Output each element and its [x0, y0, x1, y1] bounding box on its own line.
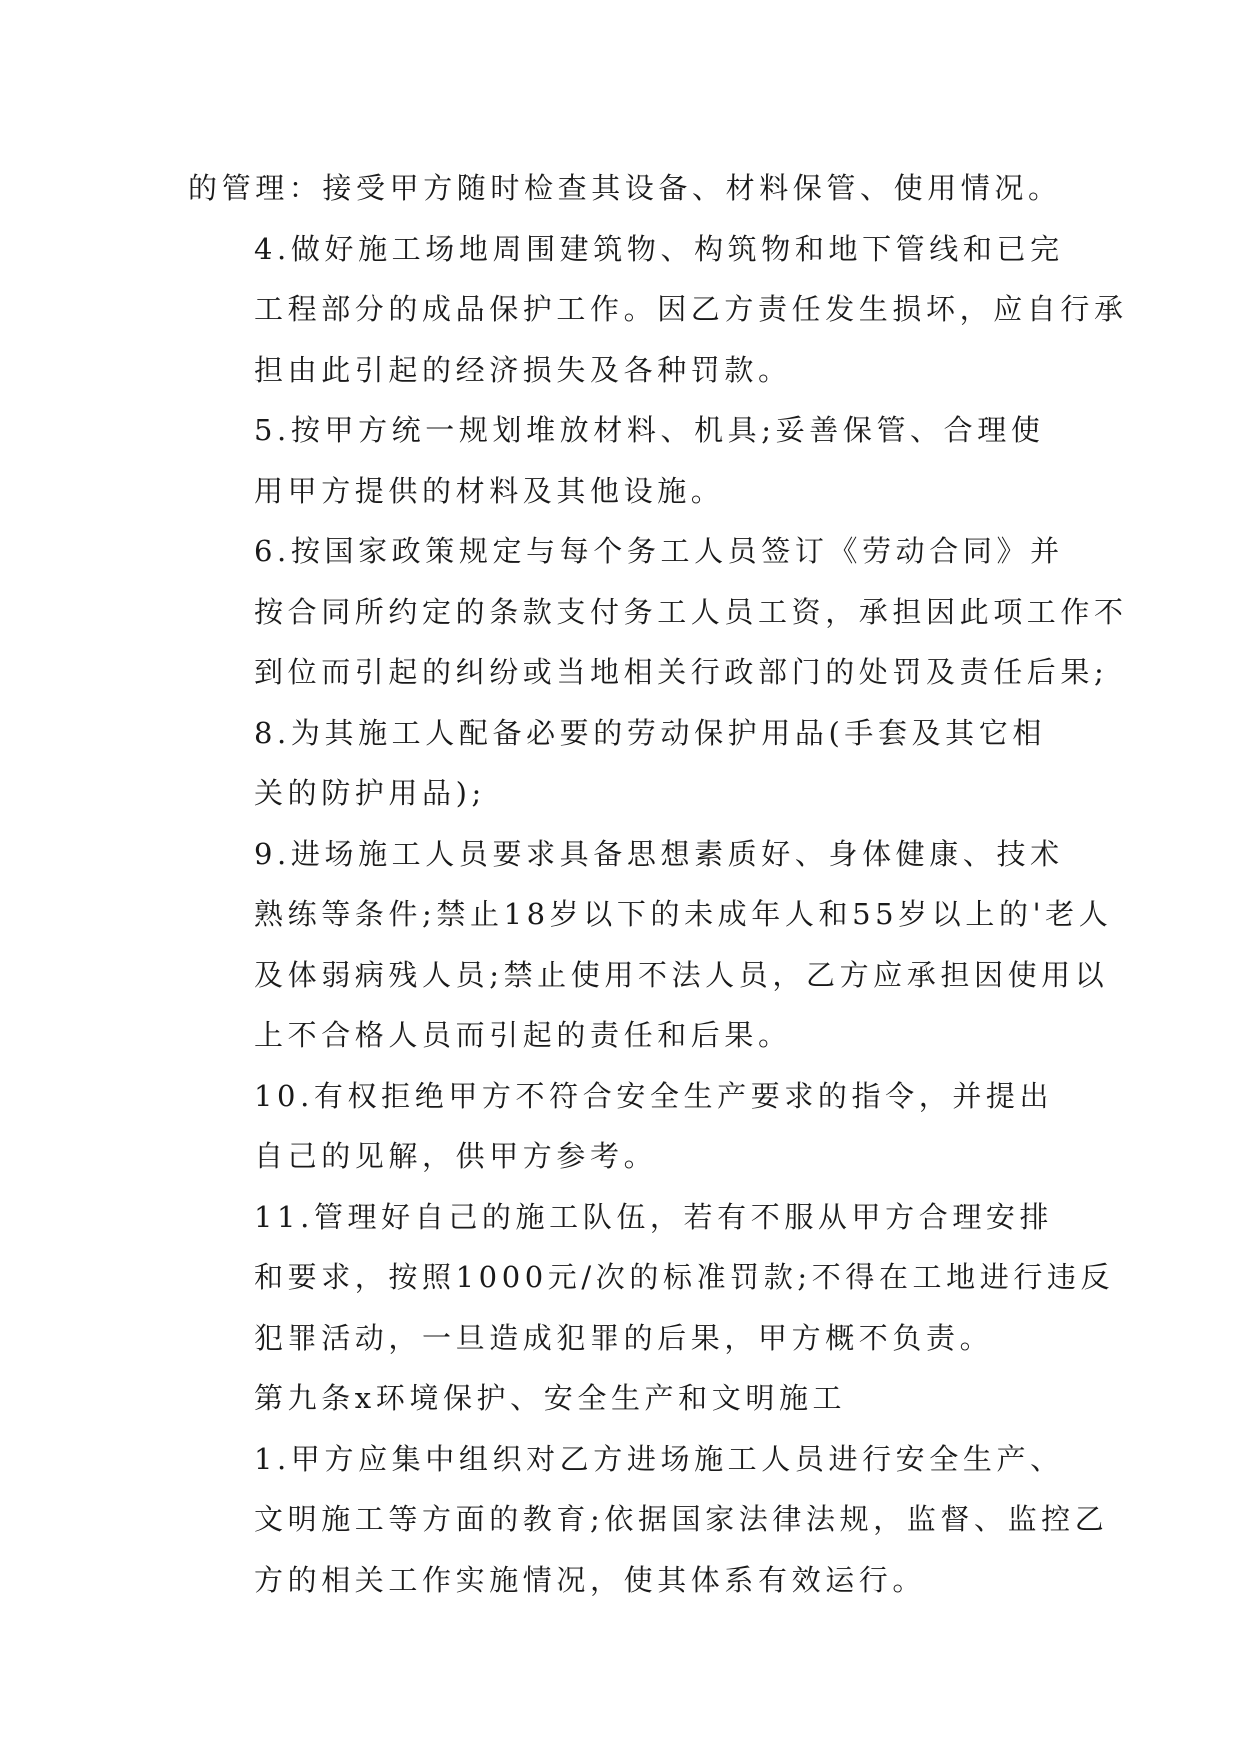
text-line: 和要求，按照1000元/次的标准罚款;不得在工地进行违反 — [254, 1260, 1115, 1294]
paragraph-article-9-item-1 — [188, 1429, 1109, 1611]
document-body — [188, 158, 1128, 1610]
text-line: 工程部分的成品保护工作。因乙方责任发生损坏，应自行承 — [254, 292, 1128, 326]
text-line: 担由此引起的经济损失及各种罚款。 — [254, 352, 792, 387]
text-line: 文明施工等方面的教育;依据国家法律法规，监督、监控乙 — [254, 1502, 1109, 1536]
text-line: 按合同所约定的条款支付务工人员工资，承担因此项工作不 — [254, 594, 1128, 629]
paragraph-item-5 — [188, 400, 1068, 521]
text-line: 及体弱病残人员;禁止使用不法人员，乙方应承担因使用以 — [254, 957, 1109, 992]
paragraph-item-9 — [188, 824, 1113, 1066]
paragraph-item-8 — [188, 703, 1068, 824]
text-line: 8.为其施工人配备必要的劳动保护用品(手套及其它相 — [254, 715, 1046, 750]
paragraph-item-6 — [188, 521, 1128, 703]
text-line: 6.按国家政策规定与每个务工人员签订《劳动合同》并 — [254, 534, 1064, 568]
paragraph-item-11 — [188, 1187, 1115, 1369]
text-line: 9.进场施工人员要求具备思想素质好、身体健康、技术 — [254, 836, 1064, 871]
text-line: 方的相关工作实施情况，使其体系有效运行。 — [254, 1562, 927, 1597]
paragraph-article-9-heading — [188, 1368, 1068, 1429]
text-line: 11.管理好自己的施工队伍，若有不服从甲方合理安排 — [254, 1199, 1054, 1234]
text-line: 熟练等条件;禁止18岁以下的未成年人和55岁以上的'老人 — [254, 897, 1113, 931]
text-line: 自己的见解，供甲方参考。 — [254, 1139, 658, 1173]
paragraph-continuation — [188, 158, 1068, 219]
text-line: 1.甲方应集中组织对乙方进场施工人员进行安全生产、 — [254, 1441, 1064, 1476]
text-line: 犯罪活动，一旦造成犯罪的后果，甲方概不负责。 — [254, 1320, 994, 1355]
paragraph-item-4 — [188, 219, 1128, 401]
text-line: 的管理：接受甲方随时检查其设备、材料保管、使用情况。 — [188, 171, 1062, 205]
text-line: 5.按甲方统一规划堆放材料、机具;妥善保管、合理使 — [254, 413, 1045, 447]
text-line: 第九条x环境保护、安全生产和文明施工 — [254, 1381, 847, 1415]
text-line: 到位而引起的纠纷或当地相关行政部门的处罚及责任后果; — [254, 655, 1109, 689]
paragraph-item-10 — [188, 1066, 1068, 1187]
text-line: 10.有权拒绝甲方不符合安全生产要求的指令，并提出 — [254, 1078, 1054, 1113]
text-line: 用甲方提供的材料及其他设施。 — [254, 473, 725, 508]
text-line: 4.做好施工场地周围建筑物、构筑物和地下管线和已完 — [254, 231, 1064, 266]
text-line: 关的防护用品); — [254, 776, 486, 810]
text-line: 上不合格人员而引起的责任和后果。 — [254, 1018, 792, 1052]
